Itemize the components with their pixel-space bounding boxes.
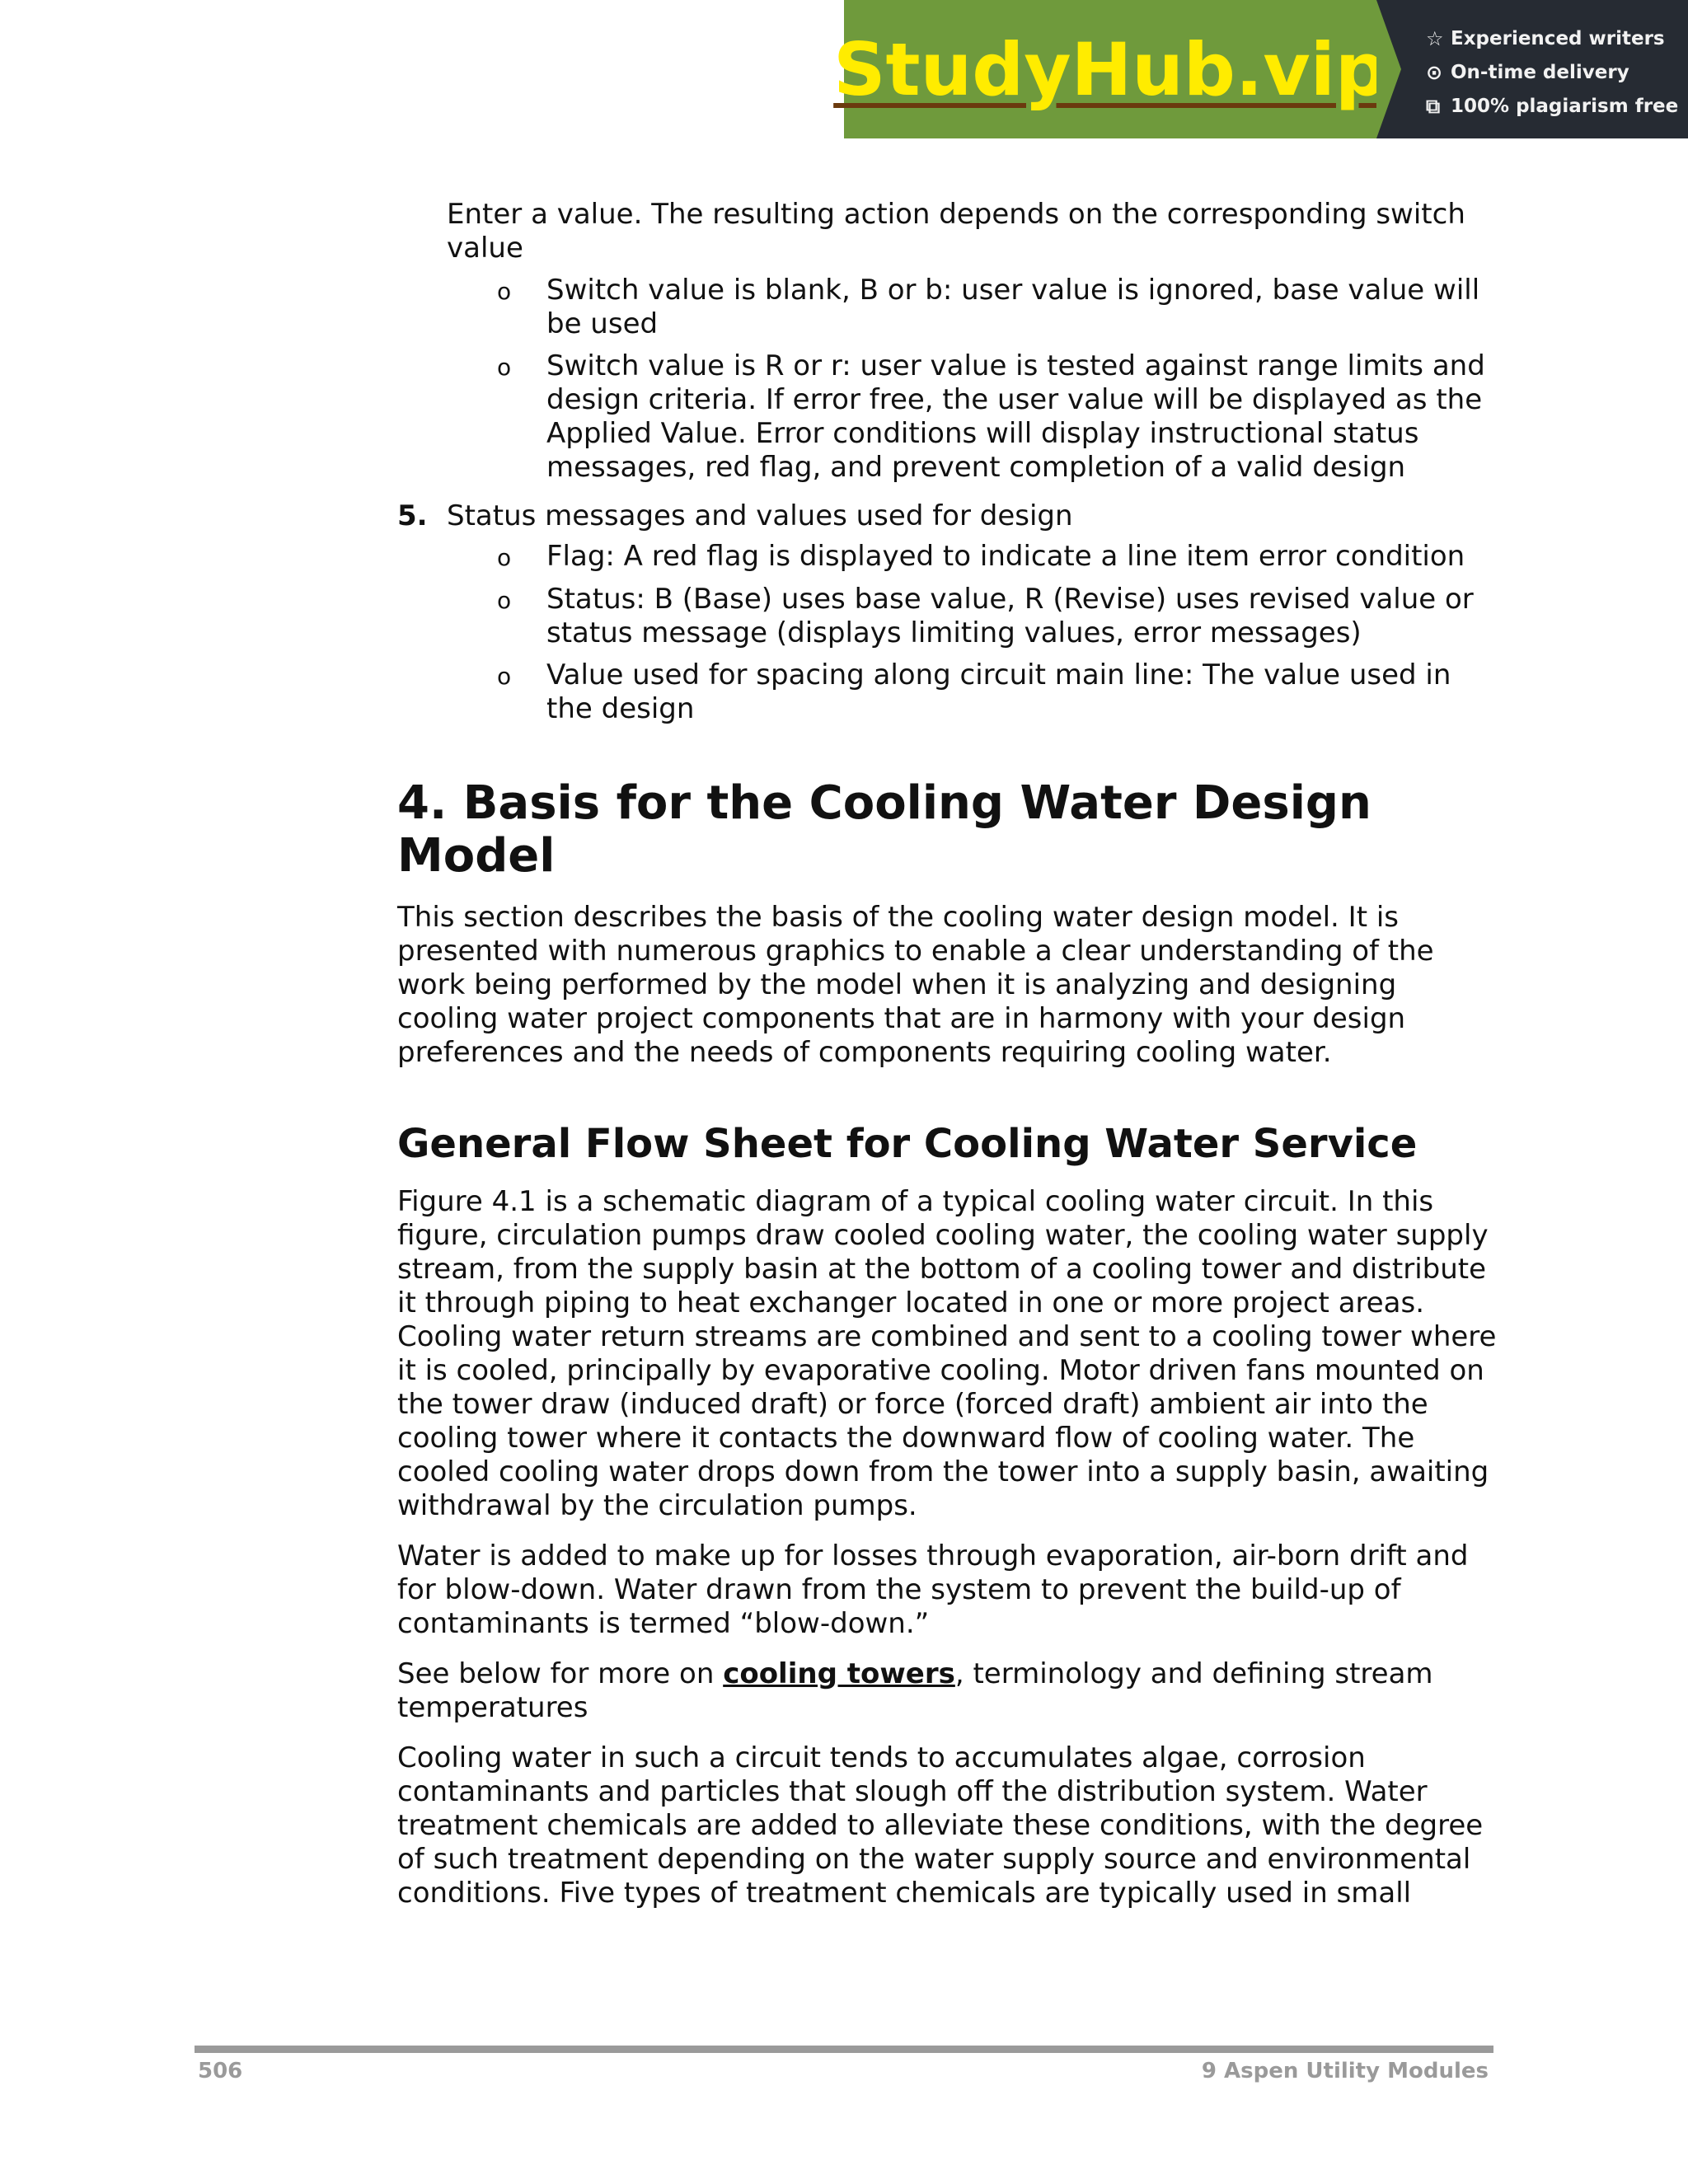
intro-bullet-list <box>397 274 1502 485</box>
bullet-text: Value used for spacing along circuit main line: The value used in the design <box>546 658 1451 725</box>
paragraph-makeup-water: Water is added to make up for losses through evaporation, air-born drift and for blow-down. Water drawn from the system to prevent the build-up of contaminants is termed “blow-down.” <box>397 1540 1469 1640</box>
bullet-text: Status: B (Base) uses base value, R (Revise) uses revised value or status message (displays limiting values, error messages) <box>546 583 1474 649</box>
bullet-text: Switch value is R or r: user value is tested against range limits and design criteria. If error free, the user value will be displayed as the Applied Value. Error conditions will display instructional status messages, red flag, and prevent completion of a valid design <box>546 349 1485 484</box>
intro-text: Enter a value. The resulting action depends on the corresponding switch value <box>447 198 1465 265</box>
logo-text: StudyHub.vip <box>833 26 1387 112</box>
list-item <box>397 658 1502 726</box>
list-item <box>397 274 1502 341</box>
bullet-text: Flag: A red flag is displayed to indicate a line item error condition <box>546 540 1465 573</box>
bullet-marker: o <box>497 278 512 305</box>
studyhub-logo[interactable] <box>833 0 1387 138</box>
feature-experienced-writers <box>1426 21 1688 55</box>
feature-label: Experienced writers <box>1451 27 1665 49</box>
bullet-marker: o <box>497 544 512 571</box>
item5-bullet-list <box>397 540 1502 726</box>
chapter-title: 9 Aspen Utility Modules <box>1201 2059 1489 2083</box>
list-item <box>397 583 1502 650</box>
numbered-item-5 <box>397 499 1502 533</box>
clock-icon: ⊙ <box>1426 60 1443 84</box>
paragraph-flow-description: Figure 4.1 is a schematic diagram of a typical cooling water circuit. In this figure, circulation pumps draw cooled cooling water, the cooling water supply stream, from the supply basin at the bottom of a cooling tower and distribute it through piping to heat exchanger located in one or more project areas. Cooling water return streams are combined and sent to a cooling tower where it is cooled, principally by evaporative cooling. Motor driven fans mounted on the tower draw (induced draft) or force (forced draft) ambient air into the cooling tower where it contacts the downward flow of cooling water. The cooled cooling water drops down from the tower into a supply basin, awaiting withdrawal by the circulation pumps. <box>397 1185 1497 1522</box>
feature-label: On-time delivery <box>1451 61 1629 83</box>
section-intro: This section describes the basis of the cooling water design model. It is presented with numerous graphics to enable a clear understanding of the work being performed by the model when it is analyzing and designing cooling water project components that are in harmony with your design preferences and the needs of components requiring cooling water. <box>397 901 1434 1069</box>
star-icon: ☆ <box>1426 26 1444 50</box>
feature-plagiarism-free <box>1426 89 1688 123</box>
feature-on-time-delivery <box>1426 55 1688 89</box>
page-number: 506 <box>198 2059 243 2083</box>
item-number: 5. <box>397 499 428 532</box>
section-heading: 4. Basis for the Cooling Water Design Model <box>397 776 1372 883</box>
text-before-link: See below for more on <box>397 1657 724 1690</box>
copy-icon: ⧉ <box>1426 94 1441 118</box>
bullet-text: Switch value is blank, B or b: user value is ignored, base value will be used <box>546 274 1480 340</box>
banner-features <box>1376 0 1688 138</box>
feature-label: 100% plagiarism free <box>1451 95 1679 117</box>
item-text: Status messages and values used for design <box>447 499 1073 532</box>
ad-banner[interactable] <box>833 0 1688 138</box>
bullet-marker: o <box>497 354 512 381</box>
list-item <box>397 349 1502 485</box>
bullet-marker: o <box>497 587 512 614</box>
list-item <box>397 540 1502 574</box>
cooling-towers-link[interactable]: cooling towers <box>723 1657 955 1690</box>
paragraph-see-below <box>397 1657 1502 1725</box>
text-after-link: , terminology and defining stream temperatures <box>397 1657 1433 1724</box>
paragraph-water-treatment: Cooling water in such a circuit tends to accumulates algae, corrosion contaminants and particles that slough off the distribution system. Water treatment chemicals are added to alleviate these conditions, with the degree of such treatment depending on the water supply source and environmental conditions. Five types of treatment chemicals are typically used in small <box>397 1741 1484 1910</box>
bullet-marker: o <box>497 663 512 690</box>
footer-divider <box>195 2046 1493 2053</box>
document-body <box>397 198 1502 1927</box>
subsection-heading: General Flow Sheet for Cooling Water Service <box>397 1121 1418 1167</box>
